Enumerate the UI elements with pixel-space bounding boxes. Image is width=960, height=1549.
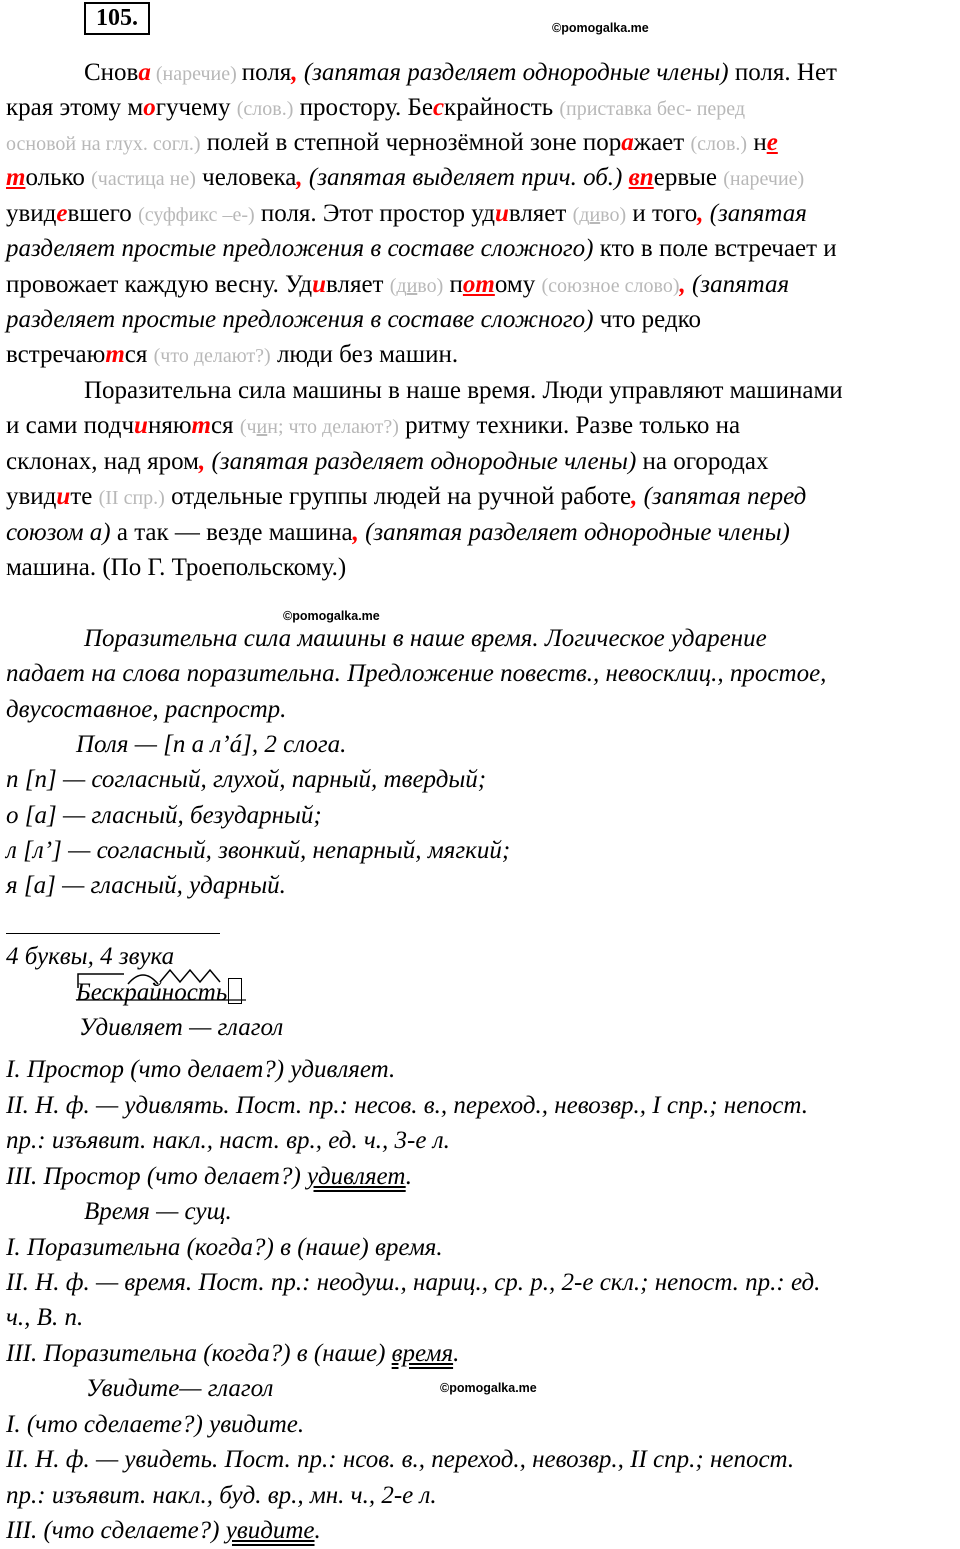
analysis-line: л [л’] — согласный, звонкий, непарный, мягкий; <box>6 837 511 864</box>
analysis-line: Удивляет — глагол <box>79 1014 284 1041</box>
text-line: склонах, над яром, (запятая разделяет однородные члены) на огородах <box>6 448 769 475</box>
analysis-line: ч., В. п. <box>6 1304 84 1331</box>
text-line: машина. (По Г. Троепольскому.) <box>6 554 347 581</box>
analysis-line: о [а] — гласный, безударный; <box>6 802 322 829</box>
watermark: ©pomogalka.me <box>440 1381 537 1395</box>
morpheme-marks <box>76 972 251 1012</box>
exercise-number: 105. <box>84 2 150 35</box>
analysis-line: 4 буквы, 4 звука <box>6 943 175 970</box>
text-line: только (частица не) человека, (запятая выделяет прич. об.) впервые (наречие) <box>6 164 805 191</box>
text-line: разделяет простые предложения в составе сложного) что редко <box>6 306 702 333</box>
analysis-line: III. (что сделаете?) увидите. <box>6 1517 321 1544</box>
text-line: встречаются (что делают?) люди без машин. <box>6 341 459 368</box>
analysis-line: п [п] — согласный, глухой, парный, твердый; <box>6 766 487 793</box>
watermark: ©pomogalka.me <box>283 609 380 623</box>
text-line: увидевшего (суффикс –е-) поля. Этот простор удивляет (диво) и того, (запятая <box>6 200 807 227</box>
analysis-line: Поразительна сила машины в наше время. Логическое ударение <box>84 625 767 652</box>
analysis-line: Время — сущ. <box>84 1198 232 1225</box>
analysis-line: Увидите— глагол <box>86 1375 274 1402</box>
analysis-line: II. Н. ф. — время. Пост. пр.: неодуш., нариц., ср. р., 2-е скл.; непост. пр.: ед. <box>6 1269 821 1296</box>
text-line: союзом а) а так — везде машина, (запятая разделяет однородные члены) <box>6 519 790 546</box>
analysis-line: падает на слова поразительна. Предложение повеств., невосклиц., простое, <box>6 660 827 687</box>
analysis-line: Поля — [п а л’á], 2 слога. <box>76 731 347 758</box>
analysis-line: я [а] — гласный, ударный. <box>6 872 286 899</box>
watermark: ©pomogalka.me <box>552 21 649 35</box>
analysis-line: II. Н. ф. — удивлять. Пост. пр.: несов. в., переход., невозвр., I спр.; непост. <box>6 1092 808 1119</box>
text-line: увидите (II спр.) отдельные группы людей на ручной работе, (запятая перед <box>6 483 807 510</box>
analysis-line: I. Простор (что делает?) удивляет. <box>6 1056 396 1083</box>
text-line: края этому могучему (слов.) простору. Бескрайность (приставка бес- перед <box>6 94 746 121</box>
analysis-line: пр.: изъявит. накл., буд. вр., мн. ч., 2-е л. <box>6 1482 437 1509</box>
analysis-line: I. Поразительна (когда?) в (наше) время. <box>6 1234 443 1261</box>
text-line: разделяет простые предложения в составе сложного) кто в поле встречает и <box>6 235 837 262</box>
analysis-line: двусоставное, распростр. <box>6 696 287 723</box>
text-line: основой на глух. согл.) полей в степной чернозёмной зоне поражает (слов.) не <box>6 129 778 156</box>
text-line: и сами подчиняются (чин; что делают?) ритму техники. Разве только на <box>6 412 741 439</box>
separator-line <box>6 933 220 934</box>
text-line: Снова (наречие) поля, (запятая разделяет однородные члены) поля. Нет <box>84 59 837 86</box>
analysis-line: пр.: изъявит. накл., наст. вр., ед. ч., 3-е л. <box>6 1127 450 1154</box>
analysis-line: III. Поразительна (когда?) в (наше) время. <box>6 1340 460 1367</box>
morphemic-word: Бескрайность <box>76 978 242 1010</box>
text-line: провожает каждую весну. Удивляет (диво) потому (союзное слово), (запятая <box>6 271 790 298</box>
analysis-line: III. Простор (что делает?) удивляет. <box>6 1163 412 1190</box>
analysis-line: II. Н. ф. — увидеть. Пост. пр.: нсов. в., переход., невозвр., II спр.; непост. <box>6 1446 795 1473</box>
analysis-line: I. (что сделаете?) увидите. <box>6 1411 305 1438</box>
text-line: Поразительна сила машины в наше время. Люди управляют машинами <box>84 377 843 404</box>
